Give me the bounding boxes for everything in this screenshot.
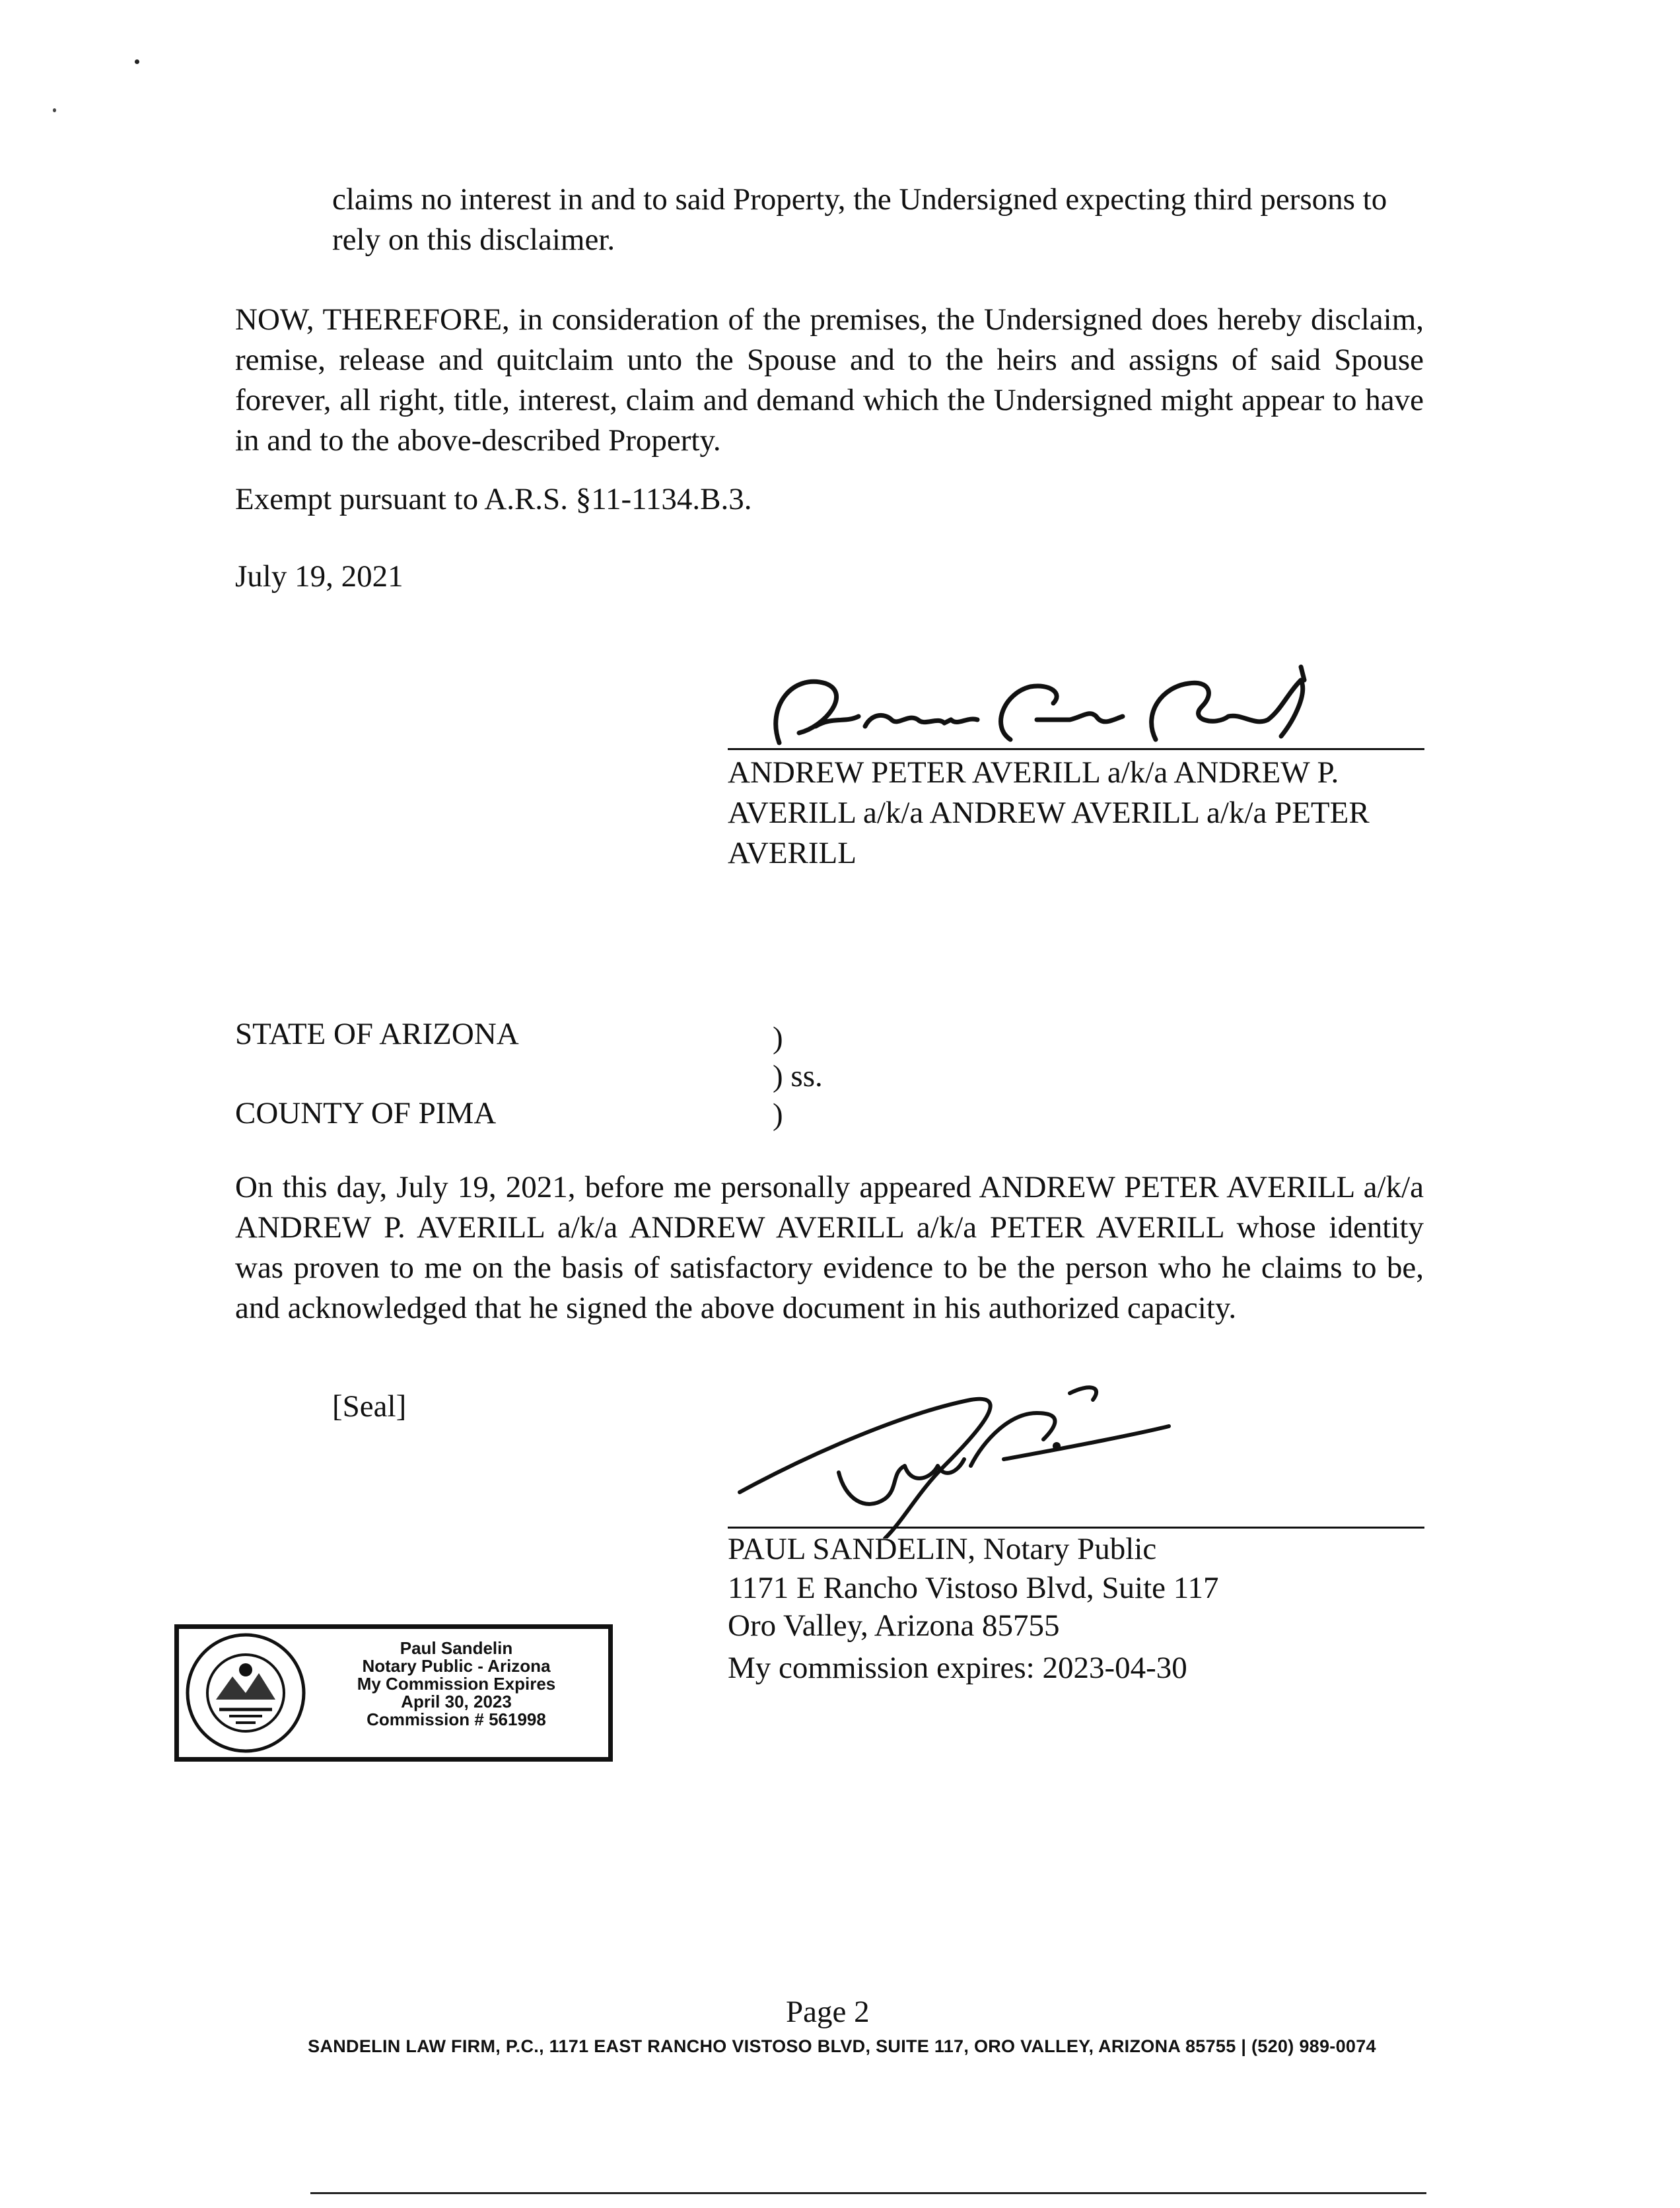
notary-commission: My commission expires: 2023-04-30 (728, 1651, 1187, 1685)
paragraph-now-therefore: NOW, THEREFORE, in consideration of the premises, the Undersigned does hereby disclaim, remise, release and quitclaim unto the Spouse and to the heirs and assigns of said Spouse forever, all right, title, interest, claim and demand which the Undersigned might appear to have in and to the above-described Property. (235, 302, 1424, 458)
grantor-signature (753, 654, 1360, 759)
grantor-signature-line (728, 748, 1424, 750)
notary-city: Oro Valley, Arizona 85755 (728, 1608, 1060, 1643)
venue-state: STATE OF ARIZONA (235, 1017, 519, 1051)
exempt-line: Exempt pursuant to A.R.S. §11-1134.B.3. (235, 482, 752, 516)
footer-firm-info: SANDELIN LAW FIRM, P.C., 1171 EAST RANCHO VISTOSO BLVD, SUITE 117, ORO VALLEY, ARIZONA 85755 | (520) 989-0074 (308, 2036, 1376, 2056)
venue-bracket-ss: ) ss. (773, 1059, 823, 1093)
stamp-expires-label: My Commission Expires (357, 1674, 556, 1694)
scan-speck (53, 108, 56, 112)
paragraph-continuation: claims no interest in and to said Property, the Undersigned expecting third persons to rely on this disclaimer. (332, 182, 1387, 257)
stamp-commission-number: Commission # 561998 (367, 1709, 546, 1729)
notary-signature-line (728, 1527, 1424, 1529)
venue-bracket-1: ) (773, 1021, 783, 1055)
acknowledgment-paragraph: On this day, July 19, 2021, before me personally appeared ANDREW PETER AVERILL a/k/a ANDREW P. AVERILL a/k/a ANDREW AVERILL a/k/a PETER AVERILL whose identity was proven to me on the basis of satisfactory evidence to be the person who he claims to be, and acknowledged that he signed the above document in his authorized capacity. (235, 1170, 1424, 1325)
arizona-state-seal-icon (183, 1630, 308, 1756)
notary-name: PAUL SANDELIN, Notary Public (728, 1532, 1157, 1566)
stamp-expires-date: April 30, 2023 (401, 1692, 512, 1711)
document-date: July 19, 2021 (235, 559, 403, 594)
notary-signature (733, 1373, 1208, 1538)
stamp-name: Paul Sandelin (400, 1638, 513, 1658)
grantor-name: ANDREW PETER AVERILL a/k/a ANDREW P. AVERILL a/k/a ANDREW AVERILL a/k/a PETER AVERILL (728, 755, 1370, 870)
venue-bracket-3: ) (773, 1097, 783, 1132)
scan-speck (135, 59, 139, 64)
notary-stamp (174, 1624, 613, 1762)
stamp-title: Notary Public - Arizona (362, 1656, 551, 1676)
seal-label: [Seal] (332, 1389, 407, 1424)
venue-county: COUNTY OF PIMA (235, 1096, 497, 1130)
scan-edge-line (310, 2192, 1426, 2194)
page-number: Page 2 (786, 1995, 870, 2029)
notary-address: 1171 E Rancho Vistoso Blvd, Suite 117 (728, 1571, 1219, 1605)
